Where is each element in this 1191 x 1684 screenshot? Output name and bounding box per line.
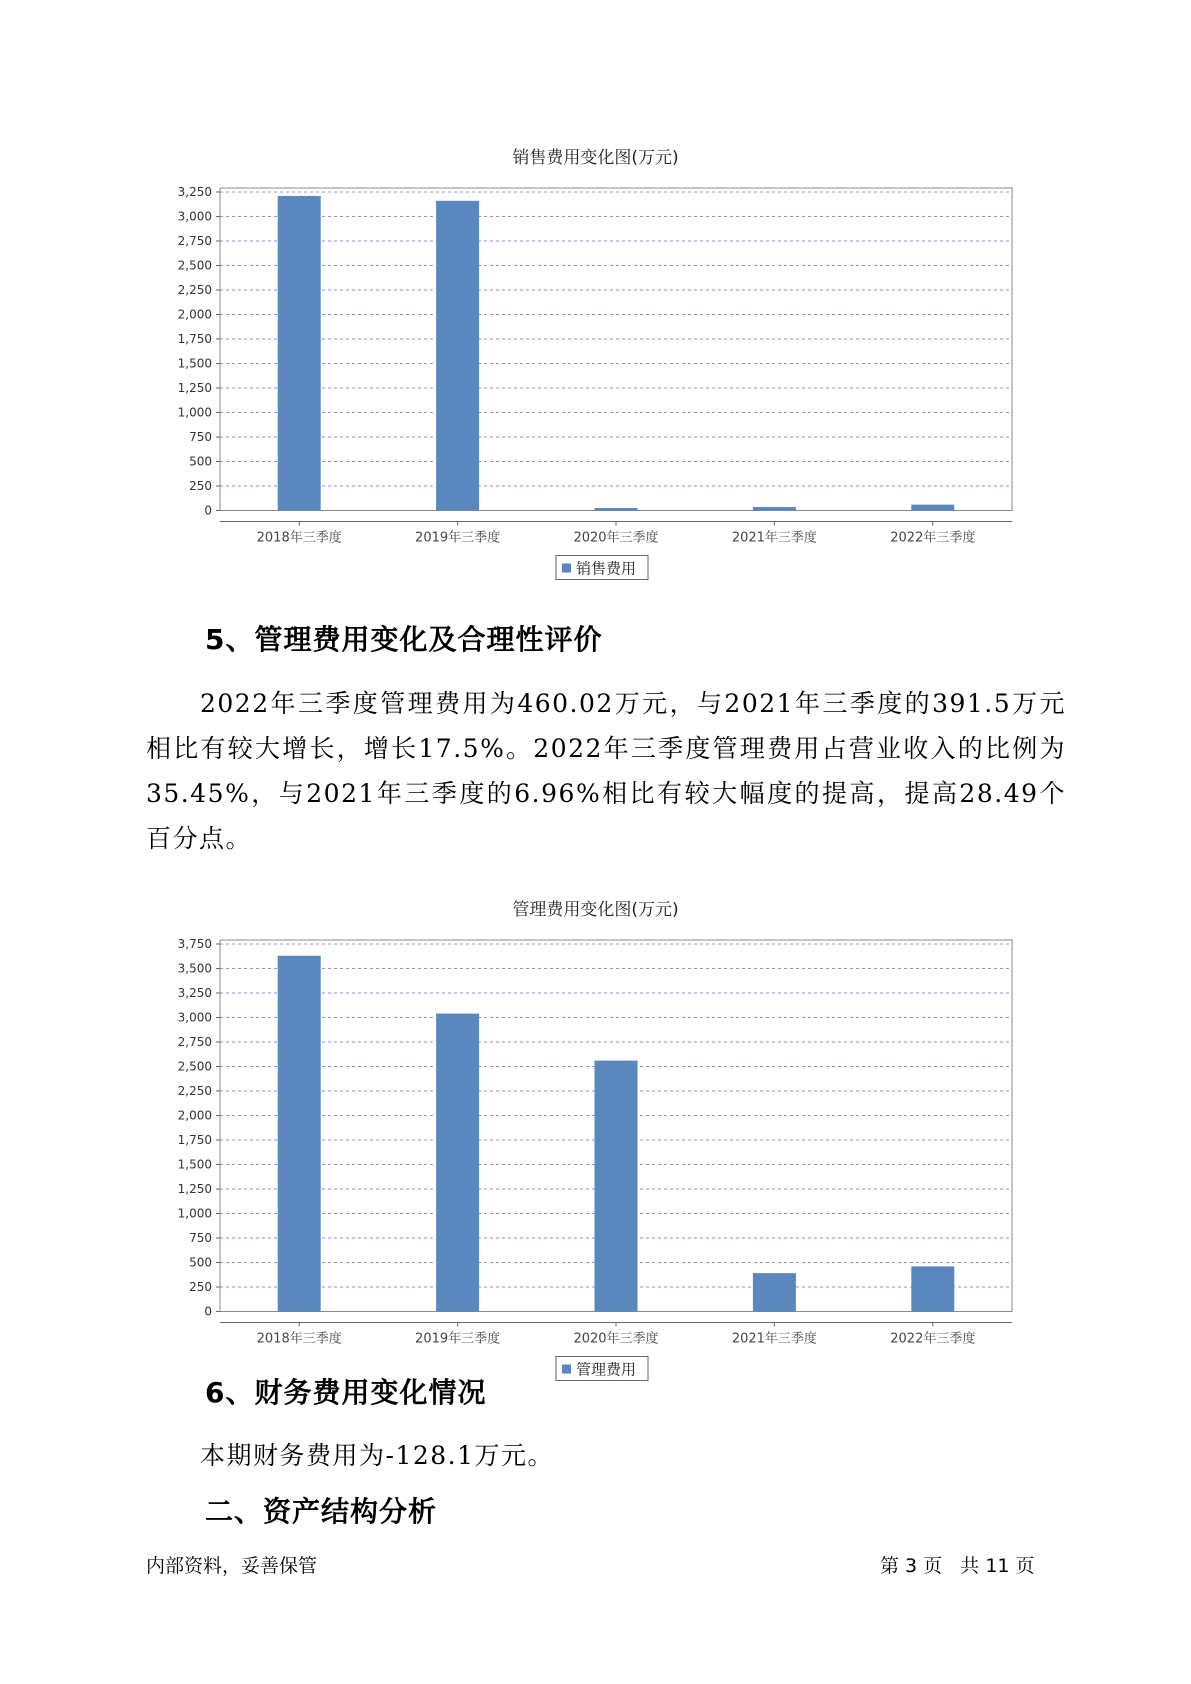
body-paragraph: 本期财务费用为-128.1万元。 [200,1441,555,1470]
y-tick-label: 2,750 [177,1035,212,1049]
x-tick-label: 2022年三季度 [890,1331,976,1347]
y-tick-label: 3,000 [177,209,212,224]
y-tick-label: 0 [204,503,212,518]
y-tick-label: 2,250 [177,283,212,297]
y-tick-label: 3,250 [177,185,212,199]
section-heading: 5、管理费用变化及合理性评价 [205,623,603,656]
plot-area [220,188,1012,511]
bar [753,1273,796,1311]
section-heading: 6、财务费用变化情况 [205,1376,487,1409]
chart-title: 销售费用变化图(万元) [512,148,679,168]
y-tick-label: 250 [189,479,212,493]
x-tick-label: 2018年三季度 [256,1331,342,1347]
y-tick-label: 1,500 [177,356,212,371]
bar [595,508,638,510]
x-tick-label: 2021年三季度 [731,530,817,546]
bar [753,507,796,510]
y-tick-label: 500 [189,1255,212,1270]
x-tick-label: 2018年三季度 [256,530,342,546]
y-tick-label: 1,750 [177,1133,212,1147]
y-tick-label: 3,250 [177,986,212,1000]
y-tick-label: 1,000 [177,1206,212,1221]
y-tick-label: 2,000 [177,1108,212,1123]
x-tick-label: 2020年三季度 [573,530,659,546]
bar [436,1014,479,1312]
y-tick-label: 3,000 [177,1010,212,1025]
y-tick-label: 0 [204,1304,212,1319]
bar [278,196,321,511]
y-tick-label: 2,000 [177,307,212,322]
y-tick-label: 2,500 [177,258,212,273]
y-tick-label: 1,750 [177,332,212,346]
legend-swatch [562,564,571,573]
footer-confidential: 内部资料，妥善保管 [146,1555,318,1577]
sales-expense-chart [0,170,1191,578]
y-tick-label: 1,000 [177,405,212,420]
y-tick-label: 750 [189,430,212,444]
page-number: 第 3 页 共 11 页 [880,1555,1035,1577]
y-tick-label: 2,500 [177,1059,212,1074]
legend-label: 销售费用 [576,559,637,578]
x-tick-label: 2020年三季度 [573,1331,659,1347]
section-heading: 二、资产结构分析 [205,1495,438,1528]
body-paragraph: 2022年三季度管理费用为460.02万元，与2021年三季度的391.5万元相比有较大增长，增长17.5%。2022年三季度管理费用占营业收入的比例为35.45%，与2021年三季度的6.96%相比有较大幅度的提高，提高28.49个百分点。 [146,689,1066,853]
y-tick-label: 1,250 [177,1182,212,1196]
bar [436,201,479,511]
chart-title: 管理费用变化图(万元) [512,900,679,920]
y-tick-label: 3,750 [177,937,212,951]
bar [595,1061,638,1312]
y-tick-label: 1,500 [177,1157,212,1172]
x-tick-label: 2021年三季度 [731,1331,817,1347]
legend-swatch [562,1365,571,1374]
y-tick-label: 2,250 [177,1084,212,1098]
x-tick-label: 2019年三季度 [415,530,501,546]
y-tick-label: 500 [189,454,212,469]
admin-expense-chart [0,922,1191,1379]
x-tick-label: 2022年三季度 [890,530,976,546]
y-tick-label: 2,750 [177,234,212,248]
y-tick-label: 750 [189,1231,212,1245]
bar [278,956,321,1312]
x-tick-label: 2019年三季度 [415,1331,501,1347]
y-tick-label: 250 [189,1280,212,1294]
y-tick-label: 3,500 [177,961,212,976]
bar [911,1266,954,1311]
bar [911,505,954,511]
legend-label: 管理费用 [576,1360,637,1379]
y-tick-label: 1,250 [177,381,212,395]
